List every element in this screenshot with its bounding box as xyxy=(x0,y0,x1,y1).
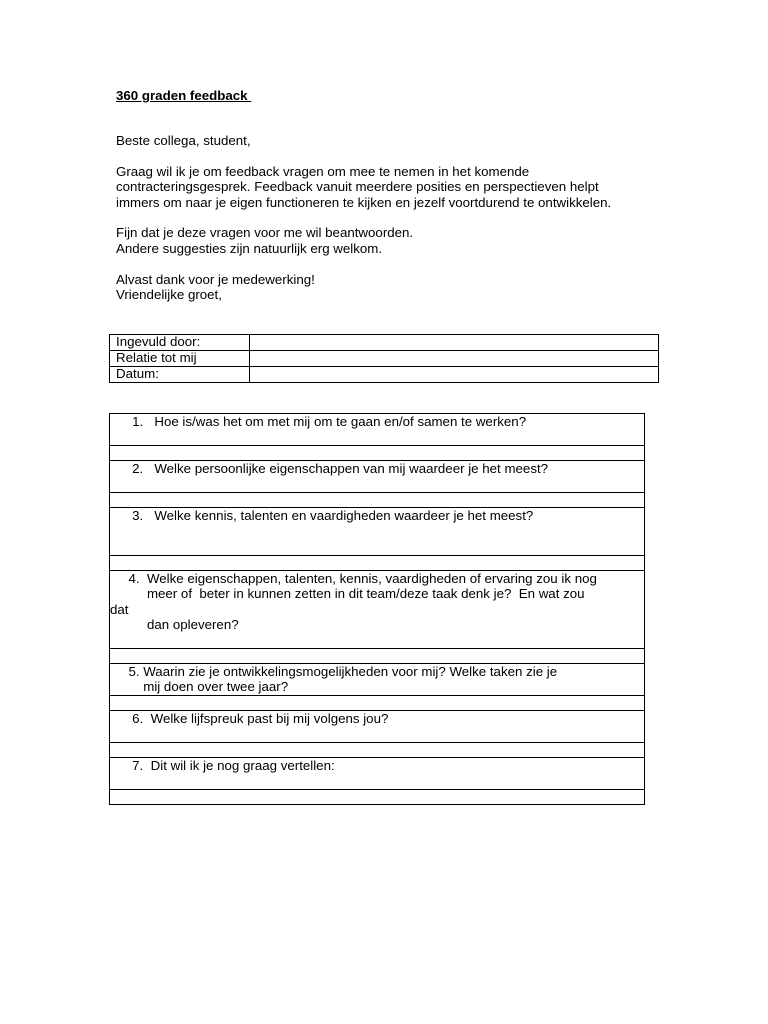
info-row xyxy=(110,335,659,351)
paragraph-2-line-2: Andere suggesties zijn natuurlijk erg welkom. xyxy=(116,240,383,256)
info-table xyxy=(109,334,659,383)
info-value-field[interactable] xyxy=(250,367,659,383)
question-text: dat xyxy=(110,601,129,617)
question-text: meer of beter in kunnen zetten in dit team/deze taak denk je? En wat zou xyxy=(110,586,585,602)
answer-row xyxy=(110,493,645,508)
answer-field-5[interactable] xyxy=(110,696,645,711)
closing-line-2: Vriendelijke groet, xyxy=(116,287,222,303)
question-3 xyxy=(110,508,645,556)
info-row xyxy=(110,367,659,383)
question-5 xyxy=(110,664,645,696)
questions-table xyxy=(109,413,645,805)
question-row xyxy=(110,758,645,790)
answer-row xyxy=(110,649,645,664)
info-label: Ingevuld door: xyxy=(110,335,250,351)
answer-row xyxy=(110,446,645,461)
answer-row xyxy=(110,696,645,711)
closing-line-1: Alvast dank voor je medewerking! xyxy=(116,271,315,287)
answer-row xyxy=(110,556,645,571)
answer-field-2[interactable] xyxy=(110,493,645,508)
info-label: Datum: xyxy=(110,367,250,383)
letter-body xyxy=(116,133,676,302)
answer-field-7[interactable] xyxy=(110,790,645,805)
question-text: mij doen over twee jaar? xyxy=(110,679,289,695)
question-row xyxy=(110,414,645,446)
question-row xyxy=(110,571,645,649)
answer-field-3[interactable] xyxy=(110,556,645,571)
question-text: 4. Welke eigenschappen, talenten, kennis, vaardigheden of ervaring zou ik nog xyxy=(110,571,597,586)
question-text: 6. Welke lijfspreuk past bij mij volgens jou? xyxy=(110,711,389,726)
question-1 xyxy=(110,414,645,446)
info-value-field[interactable] xyxy=(250,351,659,367)
question-text: 1. Hoe is/was het om met mij om te gaan en/of samen te werken? xyxy=(110,414,527,429)
paragraph-1-line-3: immers om naar je eigen functioneren te kijken en jezelf voortdurend te ontwikkelen. xyxy=(116,194,612,210)
greeting: Beste collega, student, xyxy=(116,133,251,148)
answer-row xyxy=(110,743,645,758)
question-4 xyxy=(110,571,645,649)
answer-field-1[interactable] xyxy=(110,446,645,461)
question-row xyxy=(110,508,645,556)
question-text: 3. Welke kennis, talenten en vaardigheden waardeer je het meest? xyxy=(110,508,534,523)
document-title: 360 graden feedback xyxy=(116,88,252,103)
question-row xyxy=(110,664,645,696)
question-row xyxy=(110,711,645,743)
paragraph-1-line-2: contracteringsgesprek. Feedback vanuit meerdere posities en perspectieven helpt xyxy=(116,179,599,195)
info-row xyxy=(110,351,659,367)
paragraph-2-line-1: Fijn dat je deze vragen voor me wil beantwoorden. xyxy=(116,225,414,241)
question-text: 5. Waarin zie je ontwikkelingsmogelijkheden voor mij? Welke taken zie je xyxy=(110,664,558,679)
question-text: dan opleveren? xyxy=(110,617,239,633)
info-label: Relatie tot mij xyxy=(110,351,250,367)
answer-field-4[interactable] xyxy=(110,649,645,664)
question-text: 2. Welke persoonlijke eigenschappen van mij waardeer je het meest? xyxy=(110,461,549,476)
answer-row xyxy=(110,790,645,805)
question-text: 7. Dit wil ik je nog graag vertellen: xyxy=(110,758,335,773)
answer-field-6[interactable] xyxy=(110,743,645,758)
question-6 xyxy=(110,711,645,743)
question-row xyxy=(110,461,645,493)
info-value-field[interactable] xyxy=(250,335,659,351)
question-7 xyxy=(110,758,645,790)
question-2 xyxy=(110,461,645,493)
paragraph-1-line-1: Graag wil ik je om feedback vragen om mee te nemen in het komende xyxy=(116,163,530,179)
